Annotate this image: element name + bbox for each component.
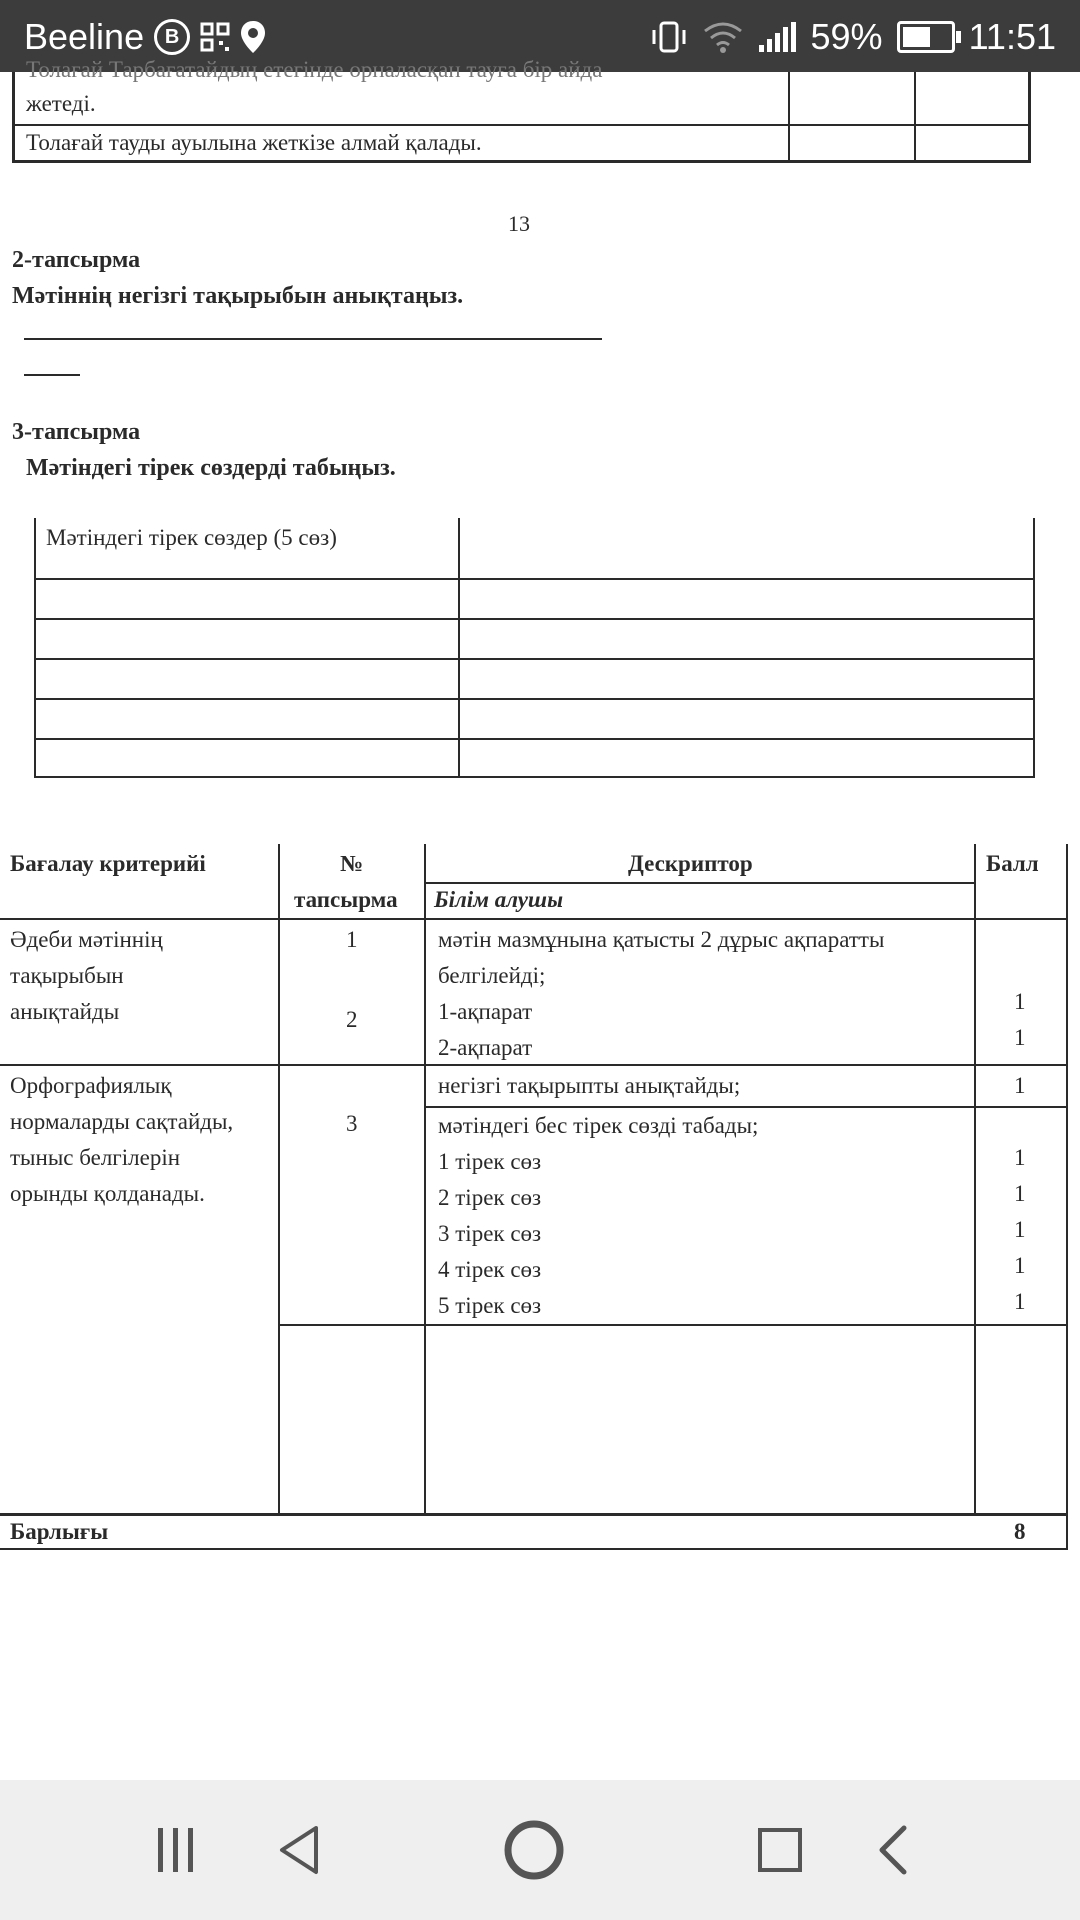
- total-label: Барлығы: [10, 1519, 109, 1544]
- row2-score-b: 1: [1014, 1181, 1026, 1206]
- row2-score-b: 1: [1014, 1289, 1026, 1314]
- header-criterion: Бағалау критерийі: [10, 851, 206, 876]
- carrier-badge-icon: B: [154, 19, 190, 55]
- row2-score-b: 1: [1014, 1253, 1026, 1278]
- row1-criterion-line: анықтайды: [10, 999, 120, 1024]
- square-icon[interactable]: [740, 1810, 820, 1890]
- header-learner: Білім алушы: [434, 887, 564, 912]
- task3-instruction: Мәтіндегі тірек сөздерді табыңыз.: [26, 455, 396, 481]
- row2-criterion-line: нормаларды сақтайды,: [10, 1109, 234, 1134]
- task2-title: 2-тапсырма: [12, 247, 141, 273]
- partial-row-text-cont: жетеді.: [26, 91, 96, 116]
- carrier-name: Beeline: [24, 16, 145, 57]
- recent-apps-icon[interactable]: [136, 1810, 216, 1890]
- keywords-header: Мәтіндегі тірек сөздер (5 сөз): [46, 525, 337, 550]
- row2-score-b: 1: [1014, 1145, 1026, 1170]
- row2-score-a: 1: [1014, 1073, 1026, 1098]
- row1-score: 1: [1014, 1025, 1026, 1050]
- row2-criterion-line: Орфографиялық: [10, 1073, 172, 1098]
- row2-descriptor-b-line: 2 тірек сөз: [438, 1185, 542, 1210]
- row2-descriptor-b-line: 1 тірек сөз: [438, 1149, 542, 1174]
- header-score: Балл: [986, 851, 1039, 876]
- partial-row-text: Толағай Тарбағатайдың етегінде орналасқан тауға бір айда: [26, 57, 603, 82]
- row1-criterion-line: Әдеби мәтіннің: [10, 927, 163, 952]
- row1-descriptor-line: 1-ақпарат: [438, 999, 533, 1024]
- home-icon[interactable]: [494, 1810, 574, 1890]
- row2-criterion-line: орынды қолданады.: [10, 1181, 205, 1206]
- answer-line-short: [24, 374, 80, 376]
- header-descriptor: Дескриптор: [628, 851, 753, 876]
- header-task-word: тапсырма: [294, 887, 398, 912]
- total-value: 8: [1014, 1519, 1026, 1544]
- row2-criterion-line: тыныс белгілерін: [10, 1145, 181, 1170]
- row2-score-b: 1: [1014, 1217, 1026, 1242]
- header-task-no: №: [340, 851, 364, 876]
- clock: 11:51: [968, 16, 1056, 57]
- navigation-bar: [0, 1780, 1080, 1920]
- back-triangle-icon[interactable]: [260, 1810, 340, 1890]
- chevron-left-icon[interactable]: [854, 1810, 934, 1890]
- task3-title: 3-тапсырма: [12, 419, 141, 445]
- row1-task-a: 1: [346, 927, 358, 952]
- row2-descriptor-b-line: 4 тірек сөз: [438, 1257, 542, 1282]
- answer-line: [24, 338, 602, 340]
- row2-task: 3: [346, 1111, 358, 1136]
- task2-instruction: Мәтіннің негізгі тақырыбын анықтаңыз.: [12, 283, 464, 309]
- battery-percent: 59%: [810, 16, 883, 57]
- row1-descriptor-line: мәтін мазмұнына қатысты 2 дұрыс ақпаратты: [438, 927, 885, 952]
- row2-descriptor-b-line: мәтіндегі бес тірек сөзді табады;: [438, 1113, 759, 1138]
- last-row-text: Толағай тауды ауылына жеткізе алмай қалады.: [26, 130, 482, 155]
- row1-task-b: 2: [346, 1007, 358, 1032]
- row1-descriptor-line: белгілейді;: [438, 963, 546, 988]
- page-number: 13: [508, 211, 530, 236]
- row1-descriptor-line: 2-ақпарат: [438, 1035, 533, 1060]
- row2-descriptor-b-line: 3 тірек сөз: [438, 1221, 542, 1246]
- row2-descriptor-a: негізгі тақырыпты анықтайды;: [438, 1073, 741, 1098]
- row2-descriptor-b-line: 5 тірек сөз: [438, 1293, 542, 1318]
- row1-score: 1: [1014, 989, 1026, 1014]
- row1-criterion-line: тақырыбын: [10, 963, 124, 988]
